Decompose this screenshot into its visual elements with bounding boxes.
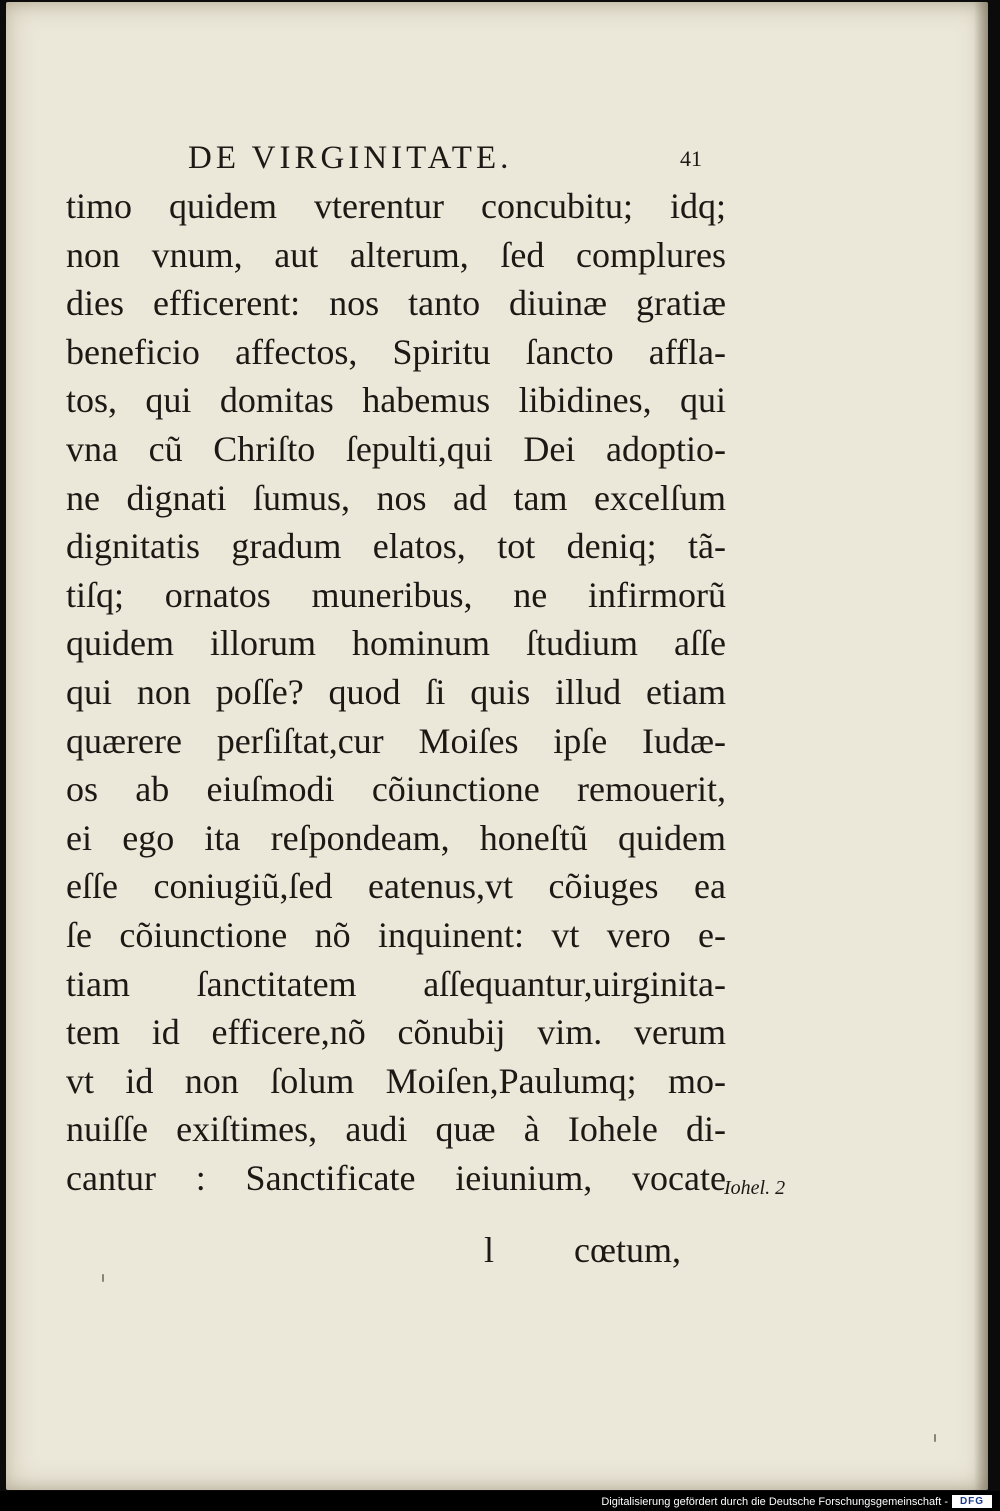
signature-mark: l (484, 1230, 495, 1270)
catchword: cœtum, (574, 1230, 681, 1270)
text-line: dignitatis gradum elatos, tot deniq; tã- (66, 526, 726, 567)
text-line: os ab eiuſmodi cõiunctione remouerit, (66, 769, 726, 810)
text-line: vna cũ Chriſto ſepulti,qui Dei adoptio- (66, 428, 726, 469)
text-line: eſſe coniugiũ,ſed eatenus,vt cõiuges ea (66, 866, 726, 907)
text-line: quærere perſiſtat,cur Moiſes ipſe Iudæ- (66, 720, 726, 761)
text-line: ſe cõiunctione nõ inquinent: vt vero e- (66, 914, 726, 955)
paper-speck (934, 1434, 936, 1442)
page-edge-shadow (974, 2, 988, 1490)
credit-bar (0, 1491, 1000, 1511)
text-line: ne dignati ſumus, nos ad tam excelſum (66, 477, 726, 518)
text-line: dies efficerent: nos tanto diuinæ gratiæ (66, 283, 726, 324)
text-line: tem id efficere,nõ cõnubij vim. verum (66, 1012, 726, 1053)
text-line: tos, qui domitas habemus libidines, qui (66, 380, 726, 421)
book-page (6, 2, 988, 1490)
text-line: quidem illorum hominum ſtudium aſſe (66, 623, 726, 664)
running-title: DE VIRGINITATE. (188, 140, 513, 176)
text-line: nuiſſe exiſtimes, audi quæ à Iohele di- (66, 1109, 726, 1150)
page-footer (66, 1225, 726, 1275)
page-number: 41 (680, 146, 702, 171)
margin-note: Iohel. 2 (724, 1177, 786, 1199)
text-line: tiſq; ornatos muneribus, ne infirmorũ (66, 574, 726, 615)
credit-text: Digitalisierung gefördert durch die Deutsche Forschungsgemeinschaft - (601, 1496, 948, 1508)
page-header (188, 138, 748, 178)
text-line: ei ego ita reſpondeam, honeſtũ quidem (66, 817, 726, 858)
text-line: non vnum, aut alterum, ſed complures (66, 234, 726, 275)
dfg-logo: DFG (952, 1495, 992, 1508)
text-line: vt id non ſolum Moiſen,Paulumq; mo- (66, 1060, 726, 1101)
body-text (66, 182, 726, 1202)
text-line: beneficio affectos, Spiritu ſancto affla- (66, 331, 726, 372)
paper-speck (102, 1274, 104, 1282)
text-line: tiam ſanctitatem aſſequantur,uirginita- (66, 963, 726, 1004)
text-line: qui non poſſe? quod ſi quis illud etiam (66, 671, 726, 712)
text-line: timo quidem vterentur concubitu; idq; (66, 186, 726, 226)
text-line: cantur : Sanctificate ieiunium, vocate (66, 1157, 726, 1198)
